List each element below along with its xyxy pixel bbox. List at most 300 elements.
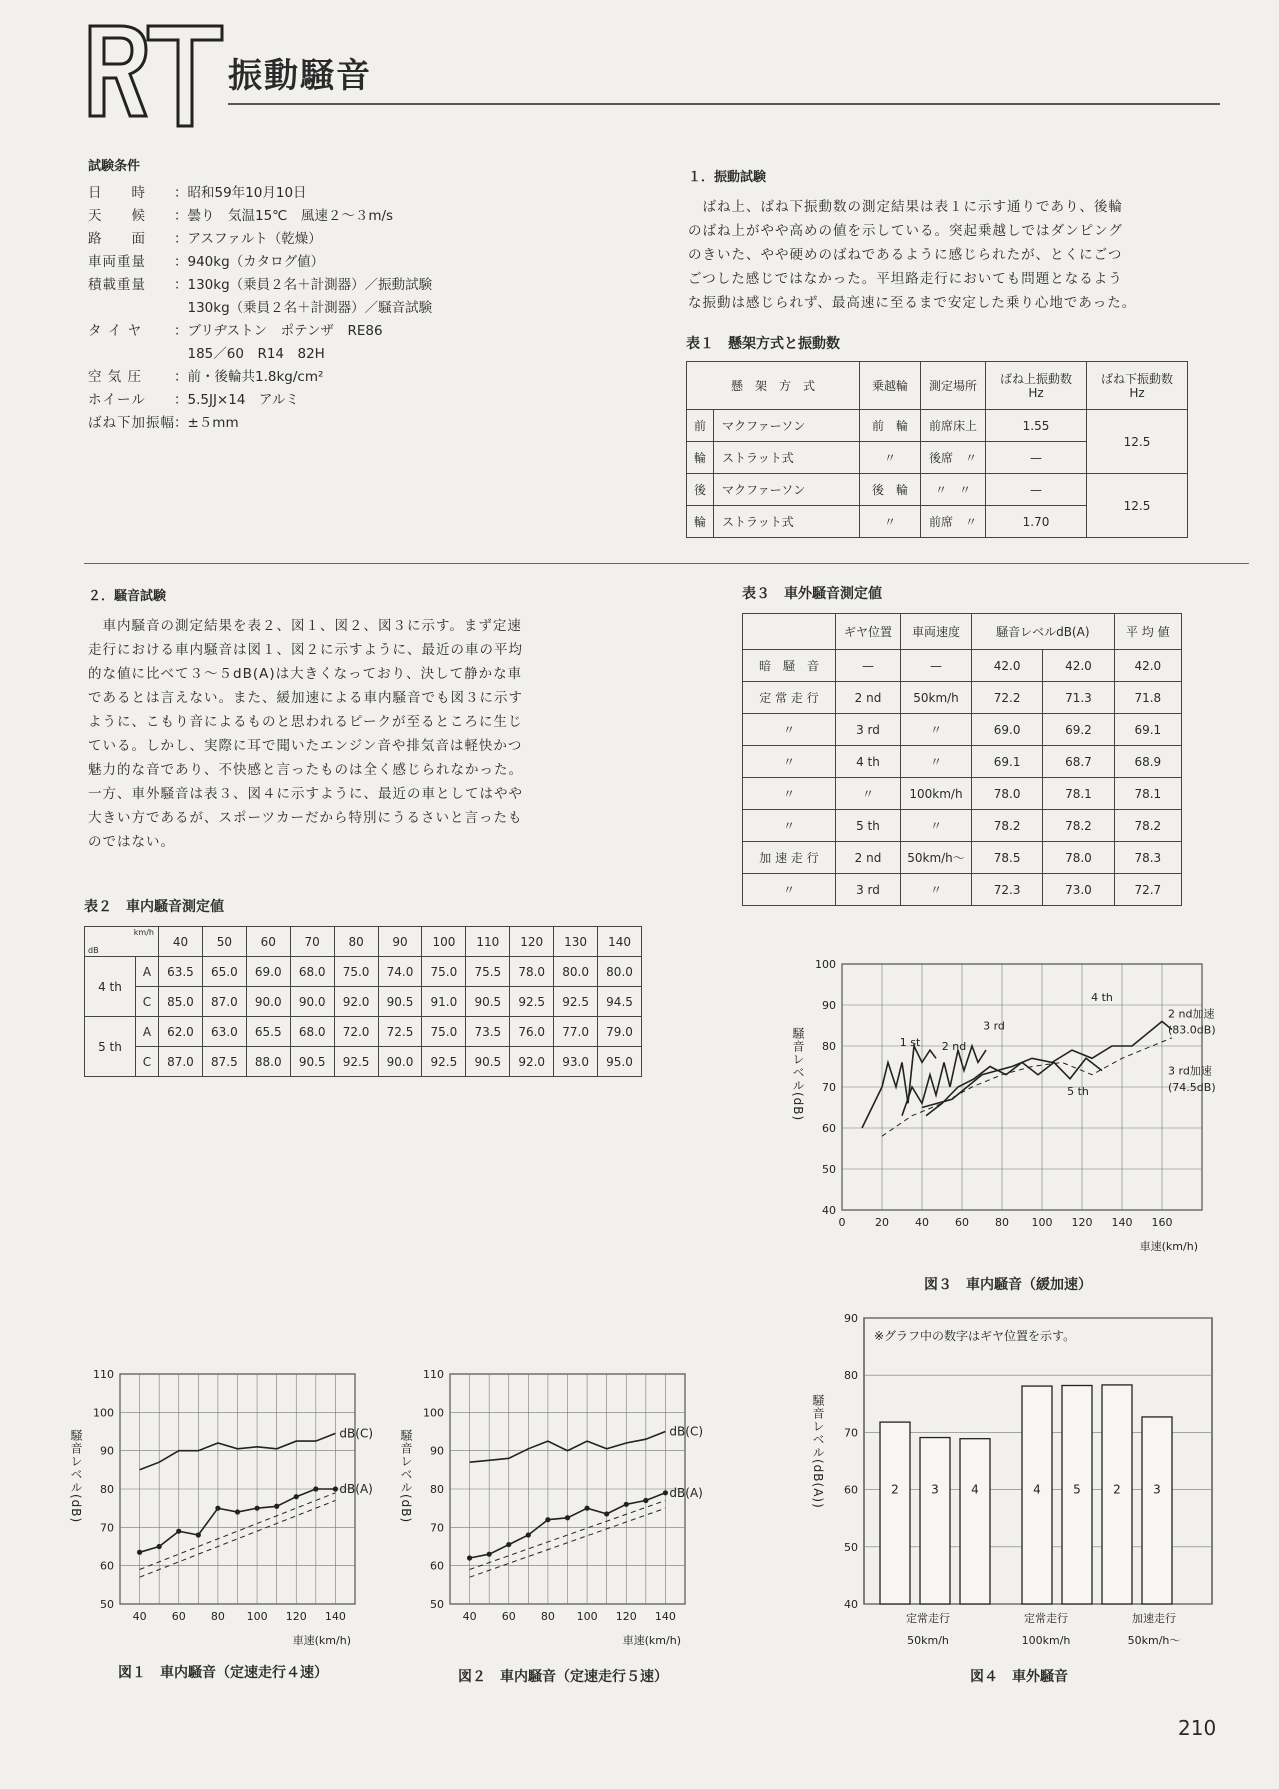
y-tick-label: 90	[100, 1444, 114, 1458]
condition-row	[88, 389, 432, 412]
data-point	[157, 1544, 162, 1549]
table1-block	[686, 333, 1188, 538]
x-tick-label: 40	[462, 1610, 477, 1623]
t3-cell: 〃	[901, 810, 972, 842]
y-tick-label: 80	[844, 1369, 858, 1383]
t2-speed: 120	[510, 927, 554, 957]
table3-block	[742, 583, 1182, 906]
data-point	[663, 1490, 668, 1495]
chart-note: ※グラフ中の数字はギヤ位置を示す。	[874, 1329, 1076, 1343]
group-label: 定常走行	[906, 1612, 950, 1625]
t2-cell: 63.0	[202, 1017, 246, 1047]
condition-key: 空 気 圧	[88, 369, 143, 385]
condition-row	[88, 412, 432, 435]
t2-speed: 60	[246, 927, 290, 957]
t3-cell: 69.2	[1043, 714, 1114, 746]
t2-cell: 75.0	[334, 957, 378, 987]
x-tick-label: 60	[955, 1216, 969, 1229]
t3-cell: —	[901, 650, 972, 682]
y-tick-label: 110	[93, 1368, 114, 1381]
t2-cell: 92.5	[554, 987, 598, 1017]
x-tick-label: 80	[540, 1610, 555, 1623]
t3-cell: 69.0	[972, 714, 1043, 746]
t2-cell: 75.0	[422, 957, 466, 987]
t3-cell: 78.3	[1114, 842, 1181, 874]
t2-cell: 92.5	[510, 987, 554, 1017]
t2-cell: 75.0	[422, 1017, 466, 1047]
t1-cell: 1.70	[986, 506, 1087, 538]
t2-speed: 110	[466, 927, 510, 957]
t2-speed: 140	[598, 927, 642, 957]
series-annotation: 1 st	[899, 1036, 921, 1049]
t3-cell: 加 速 走 行	[743, 842, 836, 874]
condition-row	[88, 343, 432, 366]
t2-corner	[85, 927, 159, 957]
y-tick-label: 90	[822, 999, 836, 1012]
text-line: のばね上がやや高めの値を示している。突起乗越しではダンピング	[688, 223, 1123, 239]
y-tick-label: 100	[93, 1406, 114, 1420]
fig3-chart	[791, 950, 1260, 1260]
t2-cell: 69.0	[246, 957, 290, 987]
t2-speed: 40	[159, 927, 203, 957]
t2-cell: 74.0	[378, 957, 422, 987]
t2-speed: 100	[422, 927, 466, 957]
t3-cell: 50km/h	[901, 682, 972, 714]
t1-cell: 前席床上	[921, 410, 986, 442]
t3-cell: 〃	[836, 778, 901, 810]
t3-cell: 〃	[743, 810, 836, 842]
x-tick-label: 80	[995, 1216, 1009, 1229]
y-tick-label: 80	[822, 1040, 836, 1053]
series-annotation: 3 rd	[983, 1019, 1005, 1033]
section-vibration	[688, 166, 1136, 315]
data-point	[176, 1529, 181, 1534]
series-annotation: 5 th	[1067, 1085, 1089, 1099]
t3-cell: 78.5	[972, 842, 1043, 874]
series-annotation: 2 nd加速	[1168, 1007, 1215, 1021]
t3-cell: 68.9	[1114, 746, 1181, 778]
t1-header: ばね上振動数 Hz	[986, 362, 1087, 410]
condition-row	[88, 274, 432, 297]
condition-row	[88, 251, 432, 274]
text-line: 魅力的な音であり、不快感と言ったものは全く感じられなかった。	[88, 762, 523, 778]
t3-cell: 2 nd	[836, 682, 901, 714]
y-axis-label: 騒音レベル(dB)	[399, 1429, 413, 1524]
series-label: dB(A)	[339, 1482, 373, 1496]
table1	[686, 361, 1188, 538]
t2-cell: 80.0	[598, 957, 642, 987]
fig2-caption: 図２ 車内騒音（定速走行５速）	[458, 1669, 668, 1685]
text-line: ように、こもり音によるものと思われるピークが至るところに生じ	[88, 714, 523, 730]
t2-cell: 77.0	[554, 1017, 598, 1047]
t2-cell: 92.0	[510, 1047, 554, 1077]
t2-cell: 72.5	[378, 1017, 422, 1047]
bar-label: 4	[1033, 1482, 1041, 1497]
y-tick-label: 50	[100, 1598, 114, 1611]
t2-gear: 5 th	[85, 1017, 136, 1077]
t3-cell: 78.2	[972, 810, 1043, 842]
x-axis-label: 車速(km/h)	[622, 1634, 681, 1647]
series-annotation: 4 th	[1091, 990, 1113, 1004]
condition-value: ：940kg（カタログ値）	[174, 254, 325, 270]
data-point	[487, 1552, 492, 1557]
x-tick-label: 100	[576, 1610, 598, 1623]
t1-cell: 後 輪	[860, 474, 921, 506]
t2-cell: 90.5	[466, 987, 510, 1017]
t3-cell: 定 常 走 行	[743, 682, 836, 714]
x-axis-label: 車速(km/h)	[292, 1634, 351, 1647]
t3-cell: 42.0	[972, 650, 1043, 682]
x-tick-label: 140	[654, 1610, 676, 1623]
t2-weight: C	[136, 987, 159, 1017]
series-label: dB(A)	[669, 1485, 703, 1500]
condition-value: ：昭和59年10月10日	[174, 185, 307, 201]
t1-side: 後	[687, 474, 714, 506]
t2-cell: 85.0	[159, 987, 203, 1017]
condition-value: 185／60 R14 82H	[174, 346, 325, 362]
condition-key: 路 面	[88, 231, 146, 247]
t3-cell: 78.0	[972, 778, 1043, 810]
y-tick-label: 50	[844, 1540, 858, 1554]
bar	[1142, 1417, 1172, 1604]
section1-body	[688, 195, 1136, 315]
t3-header: 騒音レベルdB(A)	[972, 614, 1115, 650]
x-tick-label: 40	[915, 1216, 929, 1229]
t2-cell: 68.0	[290, 1017, 334, 1047]
text-line: のきいた、やや硬めのばねであるように感じられたが、とくにごつ	[688, 247, 1123, 263]
y-tick-label: 70	[430, 1521, 444, 1535]
t3-cell: 71.8	[1114, 682, 1181, 714]
t2-gear: 4 th	[85, 957, 136, 1017]
t2-cell: 79.0	[598, 1017, 642, 1047]
t2-corner-top: km/h	[133, 928, 154, 937]
test-conditions	[88, 155, 432, 435]
condition-key	[88, 297, 174, 320]
t2-cell: 72.0	[334, 1017, 378, 1047]
x-tick-label: 20	[875, 1216, 889, 1229]
t2-cell: 87.0	[202, 987, 246, 1017]
t2-speed: 130	[554, 927, 598, 957]
t3-cell: 2 nd	[836, 842, 901, 874]
y-tick-label: 70	[822, 1081, 836, 1094]
section2-body	[88, 614, 628, 854]
t3-cell: 78.1	[1114, 778, 1181, 810]
table1-caption: 表１ 懸架方式と振動数	[686, 336, 840, 352]
y-tick-label: 110	[423, 1368, 444, 1381]
t2-cell: 90.0	[378, 1047, 422, 1077]
t2-cell: 93.0	[554, 1047, 598, 1077]
data-point	[294, 1494, 299, 1499]
section-noise	[88, 585, 628, 854]
t3-cell: 78.2	[1114, 810, 1181, 842]
t2-cell: 63.5	[159, 957, 203, 987]
data-point	[215, 1506, 220, 1511]
t3-cell: 〃	[743, 778, 836, 810]
x-tick-label: 40	[132, 1610, 147, 1623]
t2-cell: 92.0	[334, 987, 378, 1017]
t2-cell: 78.0	[510, 957, 554, 987]
t2-cell: 90.5	[466, 1047, 510, 1077]
t3-cell: 78.0	[1043, 842, 1114, 874]
condition-row	[88, 297, 432, 320]
page-title: 振動騒音	[228, 56, 372, 96]
t3-cell: 78.2	[1043, 810, 1114, 842]
series-label: dB(C)	[339, 1426, 374, 1441]
t3-cell: 72.7	[1114, 874, 1181, 906]
conditions-heading: 試験条件	[88, 159, 141, 174]
t3-header	[743, 614, 836, 650]
series-annotation: 3 rd加速	[1168, 1064, 1212, 1078]
x-tick-label: 140	[1111, 1216, 1133, 1229]
data-point	[333, 1486, 338, 1491]
condition-key: 日 時	[88, 185, 146, 201]
data-point	[624, 1502, 629, 1507]
y-tick-label: 70	[100, 1521, 114, 1535]
text-line: のではない。	[88, 834, 175, 850]
y-tick-label: 50	[430, 1598, 444, 1611]
t2-speed: 50	[202, 927, 246, 957]
t1-cell: 前 輪	[860, 410, 921, 442]
t3-cell: 69.1	[1114, 714, 1181, 746]
data-point	[196, 1532, 201, 1537]
bar	[920, 1438, 950, 1604]
condition-row	[88, 366, 432, 389]
y-tick-label: 50	[822, 1163, 836, 1176]
text-line: 一方、車外騒音は表３、図４に示すように、最近の車としてはやや	[88, 786, 523, 802]
y-axis-label: 騒音レベル(dB(A))	[811, 1394, 825, 1509]
t1-cell: —	[986, 442, 1087, 474]
condition-key: タ イ ヤ	[88, 323, 143, 339]
series-annotation: (74.5dB)	[1168, 1081, 1216, 1095]
data-point	[506, 1542, 511, 1547]
x-tick-label: 160	[1151, 1216, 1173, 1229]
data-point	[313, 1486, 318, 1491]
t2-cell: 92.5	[422, 1047, 466, 1077]
condition-row	[88, 320, 432, 343]
fig1-chart	[60, 1354, 420, 1654]
fig1-caption: 図１ 車内騒音（定速走行４速）	[118, 1665, 328, 1681]
text-line: ばね上、ばね下振動数の測定結果は表１に示す通りであり、後輪	[688, 199, 1123, 215]
group-label: 加速走行	[1132, 1612, 1176, 1625]
section-divider	[84, 563, 1249, 564]
fig2-chart	[400, 1354, 760, 1654]
table2-caption: 表２ 車内騒音測定値	[84, 899, 224, 915]
t2-speed: 80	[334, 927, 378, 957]
x-tick-label: 120	[615, 1610, 637, 1623]
t3-cell: 〃	[743, 874, 836, 906]
group-sublabel: 50km/h～	[1127, 1634, 1181, 1647]
bar	[880, 1422, 910, 1604]
bar-label: 5	[1073, 1482, 1081, 1497]
condition-value: ：±５mm	[174, 415, 239, 431]
t2-cell: 91.0	[422, 987, 466, 1017]
t1-cell: 〃	[860, 506, 921, 538]
t3-cell: 68.7	[1043, 746, 1114, 778]
data-point	[274, 1504, 279, 1509]
text-line: 大きい方であるが、スポーツカーだから特別にうるさいと言ったも	[88, 810, 523, 826]
table2	[84, 926, 642, 1077]
t1-cell: 〃	[860, 442, 921, 474]
t3-cell: 〃	[901, 746, 972, 778]
t2-corner-bottom: dB	[88, 946, 99, 955]
page-number: 210	[1178, 1716, 1217, 1740]
y-tick-label: 60	[430, 1559, 444, 1573]
t2-cell: 65.5	[246, 1017, 290, 1047]
section1-heading: １．振動試験	[688, 170, 767, 185]
condition-key: 天 候	[88, 208, 146, 224]
t3-cell: 〃	[743, 746, 836, 778]
condition-row	[88, 228, 432, 251]
group-sublabel: 50km/h	[907, 1634, 949, 1647]
x-tick-label: 60	[501, 1610, 516, 1623]
t1-cell: ストラット式	[714, 442, 860, 474]
x-tick-label: 80	[210, 1610, 225, 1623]
data-point	[254, 1506, 259, 1511]
y-tick-label: 100	[423, 1406, 444, 1420]
text-line: ている。しかし、実際に耳で聞いたエンジン音や排気音は軽快かつ	[88, 738, 523, 754]
series-annotation: 2 nd	[941, 1040, 967, 1054]
y-tick-label: 80	[100, 1483, 114, 1496]
data-point	[467, 1555, 472, 1560]
t3-cell: 4 th	[836, 746, 901, 778]
condition-key: ホイール	[88, 392, 146, 408]
condition-key	[88, 343, 174, 366]
condition-value: 130kg（乗員２名＋計測器）／騒音試験	[174, 300, 433, 316]
text-line: ごつした感じではなかった。平坦路走行においても問題となるよう	[688, 271, 1123, 287]
t1-cell: マクファーソン	[714, 474, 860, 506]
t3-cell: 暗 騒 音	[743, 650, 836, 682]
text-line: な振動は感じられず、最高速に至るまで安定した乗り心地であった。	[688, 295, 1137, 311]
t2-cell: 90.0	[246, 987, 290, 1017]
t3-cell: 3 rd	[836, 874, 901, 906]
t2-cell: 80.0	[554, 957, 598, 987]
t2-cell: 87.5	[202, 1047, 246, 1077]
t3-cell: 72.2	[972, 682, 1043, 714]
condition-value: ：前・後輪共1.8kg/cm²	[174, 369, 324, 385]
t3-cell: 100km/h	[901, 778, 972, 810]
table2-block	[84, 896, 642, 1077]
y-tick-label: 70	[844, 1426, 858, 1440]
group-sublabel: 100km/h	[1021, 1634, 1071, 1647]
y-tick-label: 40	[822, 1204, 836, 1217]
y-tick-label: 80	[430, 1483, 444, 1496]
condition-key: 積載重量	[88, 277, 146, 293]
group-label: 定常走行	[1024, 1612, 1068, 1625]
fig4-chart	[800, 1304, 1260, 1654]
fig3-caption: 図３ 車内騒音（緩加速）	[924, 1277, 1092, 1293]
t2-cell: 90.5	[290, 1047, 334, 1077]
t2-cell: 88.0	[246, 1047, 290, 1077]
bar-label: 3	[1153, 1482, 1161, 1497]
t2-weight: A	[136, 957, 159, 987]
section2-heading: ２．騒音試験	[88, 589, 167, 604]
t3-cell: 42.0	[1043, 650, 1114, 682]
header-rule	[228, 103, 1220, 105]
t2-cell: 90.0	[290, 987, 334, 1017]
condition-value: ：曇り 気温15℃ 風速２～３m/s	[174, 208, 394, 224]
y-tick-label: 90	[844, 1312, 858, 1325]
t1-cell: —	[986, 474, 1087, 506]
t3-header: 平 均 値	[1114, 614, 1181, 650]
t1-cell: ストラット式	[714, 506, 860, 538]
t3-cell: 78.1	[1043, 778, 1114, 810]
condition-value: ：アスファルト（乾燥）	[174, 231, 322, 247]
t2-cell: 65.0	[202, 957, 246, 987]
t2-cell: 62.0	[159, 1017, 203, 1047]
data-point	[545, 1517, 550, 1522]
text-line: 走行における車内騒音は図１、図２に示すように、最近の車の平均	[88, 642, 523, 658]
t1-side: 前	[687, 410, 714, 442]
x-axis-label: 車速(km/h)	[1139, 1240, 1198, 1253]
x-tick-label: 120	[1071, 1216, 1093, 1229]
data-point	[643, 1498, 648, 1503]
t1-cell: 12.5	[1087, 474, 1188, 538]
x-tick-label: 0	[838, 1216, 846, 1229]
t3-cell: 69.1	[972, 746, 1043, 778]
y-tick-label: 100	[815, 958, 836, 971]
t1-cell: 後席 〃	[921, 442, 986, 474]
y-tick-label: 90	[430, 1444, 444, 1458]
condition-row	[88, 182, 432, 205]
condition-key: ばね下加振幅	[88, 415, 175, 431]
t1-cell: 前席 〃	[921, 506, 986, 538]
t3-header: 車両速度	[901, 614, 972, 650]
text-line: 的な値に比べて３～５dB(A)は大きくなっており、決して静かな車	[88, 666, 523, 682]
t1-header: 測定場所	[921, 362, 986, 410]
y-tick-label: 40	[844, 1598, 858, 1611]
t1-header: 懸 架 方 式	[687, 362, 860, 410]
t2-cell: 76.0	[510, 1017, 554, 1047]
t1-cell: 1.55	[986, 410, 1087, 442]
t2-speed: 90	[378, 927, 422, 957]
condition-value: ：5.5JJ×14 アルミ	[174, 392, 299, 408]
t3-cell: 73.0	[1043, 874, 1114, 906]
series-annotation: (83.0dB)	[1168, 1023, 1216, 1037]
x-tick-label: 140	[324, 1610, 346, 1623]
y-axis-label: 騒音レベル(dB)	[791, 1027, 805, 1122]
table3	[742, 613, 1182, 906]
x-tick-label: 60	[171, 1610, 186, 1623]
t3-cell: 〃	[743, 714, 836, 746]
bar-label: 4	[971, 1482, 979, 1497]
t2-cell: 87.0	[159, 1047, 203, 1077]
t3-cell: 3 rd	[836, 714, 901, 746]
series-label: dB(C)	[669, 1424, 704, 1439]
t2-weight: A	[136, 1017, 159, 1047]
t1-header: ばね下振動数 Hz	[1087, 362, 1188, 410]
t2-cell: 90.5	[378, 987, 422, 1017]
data-point	[565, 1515, 570, 1520]
t1-cell: マクファーソン	[714, 410, 860, 442]
t1-cell: 12.5	[1087, 410, 1188, 474]
x-tick-label: 100	[1031, 1216, 1053, 1229]
t2-cell: 68.0	[290, 957, 334, 987]
t3-cell: 〃	[901, 714, 972, 746]
data-point	[137, 1550, 142, 1555]
t2-cell: 94.5	[598, 987, 642, 1017]
fig4-caption: 図４ 車外騒音	[970, 1669, 1068, 1685]
condition-row	[88, 205, 432, 228]
x-tick-label: 100	[246, 1610, 268, 1623]
text-line: 車内騒音の測定結果を表２、図１、図２、図３に示す。まず定速	[88, 618, 522, 634]
t3-cell: 〃	[901, 874, 972, 906]
data-point	[526, 1532, 531, 1537]
t2-cell: 95.0	[598, 1047, 642, 1077]
x-tick-label: 120	[285, 1610, 307, 1623]
bar-label: 2	[891, 1482, 899, 1497]
y-axis-label: 騒音レベル(dB)	[69, 1429, 83, 1524]
t2-weight: C	[136, 1047, 159, 1077]
